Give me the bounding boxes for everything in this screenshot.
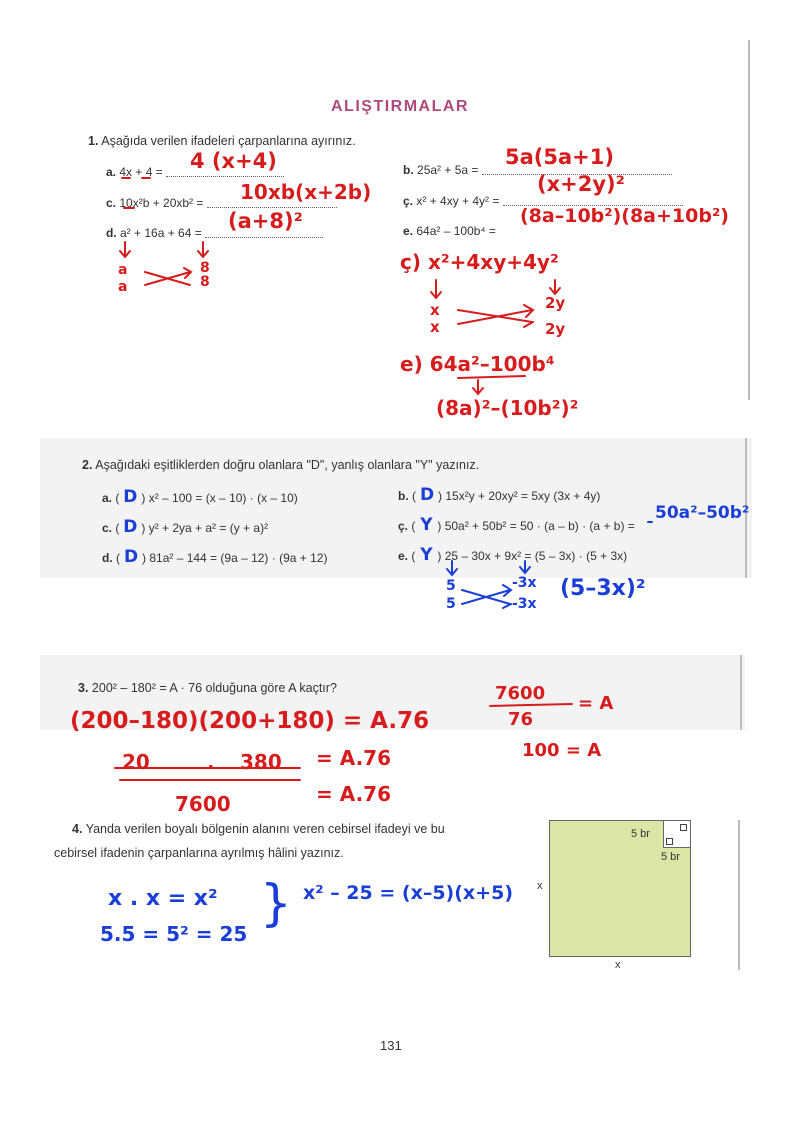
q2-cedilla-correction: 50a²–50b²: [655, 503, 750, 523]
item-expression: 25a² + 5a =: [417, 163, 479, 177]
item-expression: x² + 4xy + 4y² =: [416, 194, 500, 208]
down-arrow-icon: [198, 242, 208, 257]
question-number: 2.: [82, 458, 93, 472]
item-label: d.: [102, 551, 113, 565]
item-expression: ) 25 – 30x + 9x² = (5 – 3x) · (5 + 3x): [437, 549, 628, 563]
work-d-left-bottom: a: [118, 279, 128, 295]
answer-mark: D: [123, 487, 138, 507]
question-text: Aşağıda verilen ifadeleri çarpanlarına ayırınız.: [101, 134, 356, 148]
q3-work-line2-left: 20: [122, 750, 150, 774]
question-number: 1.: [88, 134, 99, 148]
item-expression: ) 50a² + 50b² = 50 · (a – b) · (a + b) =: [437, 519, 635, 533]
q3-work-line2-dot: .: [207, 750, 215, 774]
work-cedilla-left-top: x: [430, 301, 440, 319]
work-cedilla-right-bottom: 2y: [545, 320, 566, 338]
q3-work-line2-right: 380: [240, 750, 282, 774]
down-arrow-icon: [447, 561, 457, 575]
q2-item-c: c. ( D ) y² + 2ya + a² = (y + a)²: [102, 517, 269, 537]
q3-work-line3-eq: = A.76: [316, 782, 391, 806]
item-expression: ) 15x²y + 20xy² = 5xy (3x + 4y): [438, 489, 601, 503]
work-e-line1: e) 64a²–100b⁴: [400, 352, 555, 376]
q2-work-left-bottom: 5: [446, 596, 456, 612]
q2-item-b: b. ( D ) 15x²y + 20xy² = 5xy (3x + 4y): [398, 485, 601, 505]
answer-mark: D: [123, 547, 139, 567]
down-arrow-icon: [550, 280, 560, 294]
item-expression: a² + 16a + 64 =: [120, 226, 202, 240]
down-arrow-icon: [120, 242, 130, 257]
q2-work-right-bottom: -3x: [512, 596, 537, 612]
item-label: d.: [106, 226, 117, 240]
cross-arrow-icon: [458, 305, 533, 327]
item-expression: 64a² – 100b⁴ =: [416, 224, 496, 238]
q3-result: 100 = A: [522, 740, 602, 761]
q3-work-line1: (200–180)(200+180) = A.76: [70, 708, 430, 734]
work-e-line2: (8a)²–(10b²)²: [436, 396, 579, 420]
figure-label-side: 5 br: [661, 851, 680, 863]
answer-mark: Y: [420, 515, 433, 535]
q2-item-d: d. ( D ) 81a² – 144 = (9a – 12) · (9a + 12): [102, 547, 328, 567]
q1-answer-e: (8a–10b²)(8a+10b²): [520, 205, 729, 227]
question-text: 200² – 180² = A · 76 olduğuna göre A kaçtır?: [91, 681, 337, 695]
q4-work-line1: x . x = x²: [108, 886, 218, 911]
item-label: ç.: [403, 194, 414, 208]
q4-work-line2: 5.5 = 5² = 25: [100, 922, 248, 946]
question-text: Aşağıdaki eşitliklerden doğru olanlara "D", yanlış olanlara "Y" yazınız.: [95, 458, 480, 472]
q1-answer-a: 4 (x+4): [190, 149, 277, 173]
q4-work-result: x² – 25 = (x–5)(x+5): [303, 882, 514, 904]
question-number: 4.: [72, 822, 83, 836]
q1-answer-c: 10xb(x+2b): [240, 180, 372, 204]
work-d-right-top: 8: [200, 260, 210, 276]
q3-work-line2-eq: = A.76: [316, 746, 391, 770]
q1-answer-d: (a+8)²: [228, 209, 303, 233]
page-title: ALIŞTIRMALAR: [331, 98, 469, 115]
item-label: c.: [102, 521, 113, 535]
item-label: e.: [403, 224, 414, 238]
q3-fraction-numerator: 7600: [495, 683, 546, 704]
cross-arrow-icon: [145, 268, 191, 285]
item-label: b.: [403, 163, 414, 177]
question-4-line2: cebirsel ifadenin çarpanlarına ayrılmış hâlini yazınız.: [54, 846, 344, 860]
item-label: e.: [398, 549, 409, 563]
cross-arrow-icon: [462, 585, 511, 608]
item-expression: ) y² + 2ya + a² = (y + a)²: [141, 521, 269, 535]
q3-work-line3-left: 7600: [175, 792, 231, 816]
work-cedilla-right-top: 2y: [545, 294, 566, 312]
question-number: 3.: [78, 681, 89, 695]
figure-label-x-side: x: [537, 880, 543, 892]
item-label: a.: [106, 165, 117, 179]
q1-answer-b: 5a(5a+1): [505, 145, 614, 169]
q3-fraction-eq: = A: [578, 693, 614, 714]
q1-answer-cedilla: (x+2y)²: [537, 172, 625, 196]
item-expression: ) 81a² – 144 = (9a – 12) · (9a + 12): [142, 551, 328, 565]
down-arrow-icon: [520, 561, 530, 573]
down-arrow-icon: [473, 380, 483, 394]
item-label: c.: [106, 196, 117, 210]
page-number: 131: [380, 1038, 402, 1053]
answer-mark: Y: [420, 545, 433, 565]
item-expression: 4x + 4 =: [119, 165, 163, 179]
q2-item-a: a. ( D ) x² – 100 = (x – 10) · (x – 10): [102, 487, 298, 507]
figure-label-x-bottom: x: [615, 959, 621, 971]
fraction-bar: [490, 704, 572, 706]
q2-item-e: e. ( Y ) 25 – 30x + 9x² = (5 – 3x) · (5 + 3x): [398, 545, 628, 565]
figure-label-top: 5 br: [631, 828, 650, 840]
underline: [458, 376, 525, 378]
down-arrow-icon: [431, 280, 441, 298]
q2-work-left-top: 5: [446, 578, 456, 594]
work-d-left-top: a: [118, 262, 128, 278]
work-d-right-bottom: 8: [200, 274, 210, 290]
item-expression: ) x² – 100 = (x – 10) · (x – 10): [141, 491, 298, 505]
item-label: b.: [398, 489, 409, 503]
q3-fraction-denominator: 76: [508, 709, 534, 730]
work-cedilla-left-bottom: x: [430, 318, 440, 336]
q4-work-brace: }: [260, 874, 292, 932]
item-label: a.: [102, 491, 113, 505]
item-label: ç.: [398, 519, 409, 533]
answer-mark: D: [419, 485, 435, 505]
question-text-line1: Yanda verilen boyalı bölgenin alanını veren cebirsel ifadeyi ve bu: [85, 822, 445, 836]
q2-item-cedilla: ç. ( Y ) 50a² + 50b² = 50 · (a – b) · (a + b) =: [398, 515, 635, 535]
answer-mark: D: [123, 517, 138, 537]
item-expression: 10x²b + 20xb² =: [119, 196, 204, 210]
q2-work-right-top: -3x: [512, 575, 537, 591]
q2-work-result: (5–3x)²: [560, 576, 646, 601]
work-cedilla-line: ç) x²+4xy+4y²: [400, 250, 559, 274]
